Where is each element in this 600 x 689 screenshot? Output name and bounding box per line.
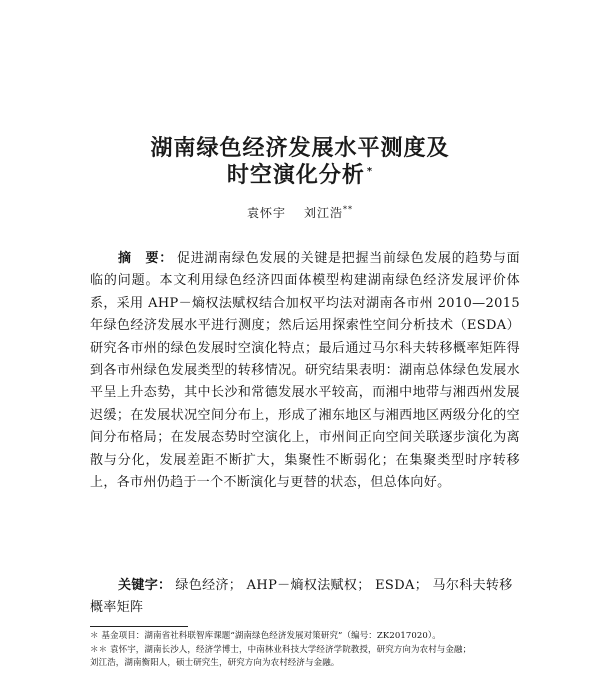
footnotes: [90, 630, 530, 671]
author-footnote-mark: **: [343, 205, 354, 214]
keywords-label: 关键字：: [118, 578, 172, 593]
paper-title-line-1: 湖南绿色经济发展水平测度及: [150, 136, 450, 161]
author-2: 刘江浩: [304, 206, 344, 220]
keywords-text: 绿色经济； AHP－熵权法赋权； ESDA； 马尔科夫转移概率矩阵: [90, 578, 513, 615]
abstract: [90, 248, 520, 494]
author-line: [0, 204, 600, 221]
abstract-label: 摘 要：: [118, 251, 173, 266]
footnote-divider: [90, 626, 188, 627]
author-1: 袁怀宇: [246, 206, 286, 220]
abstract-text: 促进湖南绿色发展的关键是把握当前绿色发展的趋势与面临的问题。本文利用绿色经济四面体模型构建湖南绿色经济发展评价体系，采用 AHP－熵权法赋权结合加权平均法对湖南各市州 2010—2015 年绿色经济发展水平进行测度；然后运用探索性空间分析技术（ESDA）研究各市州的绿色发展时空演化特点；最后通过马尔科夫转移概率矩阵得到各市州绿色发展类型的转移情况。研究结果表明：湖南总体绿色发展水平呈上升态势，其中长沙和常德发展水平较高，而湘中地带与湘西州发展迟缓；在发展状况空间分布上，形成了湘东地区与湘西地区两级分化的空间分布格局；在发展态势时空演化上，市州间正向空间关联逐步演化为离散与分化，发展差距不断扩大，集聚性不断弱化；在集聚类型时序转移上，各市州仍趋于一个不断演化与更替的状态，但总体向好。: [90, 251, 520, 491]
title-footnote-mark: *: [366, 165, 374, 177]
paper-title-line-2-text: 时空演化分析: [226, 163, 365, 188]
paper-title-line-2: [0, 158, 600, 189]
keywords: [90, 575, 520, 619]
footnote-author-2: 刘江浩，湖南衡阳人，硕士研究生，研究方向为农村经济与金融。: [90, 658, 340, 668]
footnote-funding: ＊ 基金项目：湖南省社科联智库课题“湖南绿色经济发展对策研究”（编号：ZK2017020）。: [90, 631, 441, 641]
footnote-author-1: ＊＊ 袁怀宇，湖南长沙人，经济学博士，中南林业科技大学经济学院教授，研究方向为农村与金融；: [90, 644, 472, 655]
